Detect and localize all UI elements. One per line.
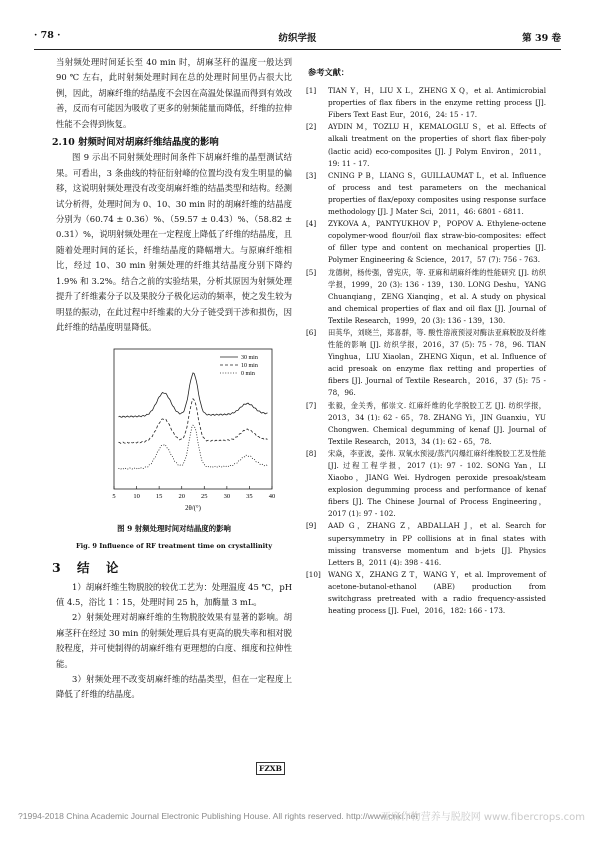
references-title: 参考文献： xyxy=(308,67,349,77)
x-axis-label: 2θ/(°) xyxy=(185,505,201,513)
reference-item: [9] AAD G，ZHANG Z，ABDALLAH J，et al. Search for supersymmetry in PP collisions at in final states with missing transverse momentum and b-jets [J]. Physics Letters B，2011 (4): 398 - 416. xyxy=(306,521,546,567)
page-number: · 78 · xyxy=(34,30,61,41)
reference-item: [3] CNING P B，LIANG S，GUILLAUMAT L，et al. Influence of process and test parameters on the mechanical properties of flax/epoxy composites using response surface methodology [J]. J Mater Sci，2011，46: 6801 - 6811. xyxy=(306,170,546,217)
section-3-heading: 3 结 论 xyxy=(52,560,125,576)
reference-item: [6] 田英华，刘晓兰，郑喜群，等. 酸性溶液预浸对酶法亚麻脱胶及纤维性能的影响 [J]. 纺织学报，2016，37 (5): 75 - 78，96. TIAN Yinghua，LIU Xiaolan，ZHENG Xiqun，et al. Influence of acid presoak on enzyme flax retting and properties of fibers [J]. Journal of Textile Research，2016，37 (5): 75 - 78，96. xyxy=(306,327,546,398)
legend-label: 10 min xyxy=(241,363,258,370)
reference-item: [1] TIAN Y，H，LIU X L，ZHENG X Q，et al. Antimicrobial properties of flax fibers in the enzyme retting process [J]. Fibers Text East Eur，2016，24: 15 - 17. xyxy=(306,86,546,120)
reference-item: [7] 张毅，金关秀，郁崇文. 红麻纤维的化学脱胶工艺 [J]. 纺织学报，2013，34 (1): 62 - 65，78. ZHANG Yi，JIN Guanxiu，YU Chongwen. Chemical degumming of kenaf [J]. Journal of Textile Research，2013，34 (1): 62 - 65，78. xyxy=(306,400,546,446)
volume-label: 第 39 卷 xyxy=(522,33,561,44)
plot-frame xyxy=(114,349,272,489)
section-2-10-paragraph: 图 9 示出不同射频处理时间条件下胡麻纤维的晶型测试结果。可看出，3 条曲线的特征衍射峰的位置均没有发生明显的偏移，这说明射频处理没有改变胡麻纤维的结晶类型和结构。经测试分析得，处理时间为 0、10、30 min 时的胡麻纤维的结晶度分别为（60.74 ± 0.36）%、（59.57 ± 0.43）%、（58.82 ± 0.31）%，说明射频处理在一定程度上降低了纤维的结晶度，且随着处理时间的延长，纤维结晶度的降幅增大。与原麻纤维相比，经过 10、30 min 射频处理的纤维其结晶度分别下降约 1.9% 和 3.2%。结合之前的实验结果，分析其原因为射频处理提升了纤维素分子以及果胶分子极化运动的频率，使之发生较为明显的振动，在此过程中纤维素的大分子链受到干涉和损伤，因此纤维的结晶度明显降低。 xyxy=(56,152,292,332)
conclusion-1: 1）胡麻纤维生物脱胶的较优工艺为：处理温度 45 ℃，pH 值 4.5，浴比 1∶15，处理时间 25 h，加酶量 3 mL。 xyxy=(56,581,292,607)
figure-caption-en: Fig. 9 Influence of RF treatment time on crystallinity xyxy=(75,541,273,550)
reference-item: [5] 龙德树，杨传强，曾宪庆，等. 亚麻和胡麻纤维的性能研究 [J]. 纺织学报，1999，20 (3): 136 - 139，130. LONG Deshu，YANG Chuanqiang，ZENG Xianqing，et al. A study on physical and chemical properties of flax and oil flax [J]. Journal of Textile Research，1999，20 (3): 136 - 139，130. xyxy=(306,267,546,325)
fzxb-stamp: FZXB xyxy=(256,762,285,775)
x-tick-label: 30 xyxy=(223,493,231,501)
section-2-10-heading: 2.10 射频时间对胡麻纤维结晶度的影响 xyxy=(52,137,219,149)
watermark: 亚麻作物营养与脱胶网 www.fibercrops.com xyxy=(380,812,585,823)
conclusion-3: 3）射频处理不改变胡麻纤维的结晶类型，但在一定程度上降低了纤维的结晶度。 xyxy=(56,673,292,700)
x-tick-label: 5 xyxy=(112,493,116,501)
header-rule xyxy=(34,49,561,50)
reference-item: [10] WANG X，ZHANG Z T，WANG Y，et al. Improvement of acetone-butanol-ethanol (ABE) production from switchgrass pretreated with a radio frequency-assisted heating process [J]. Fuel，2016，182: 166 - 173. xyxy=(306,569,546,616)
legend-label: 30 min xyxy=(241,355,258,362)
series-line-10-min xyxy=(119,399,268,444)
xrd-chart xyxy=(56,341,292,519)
references-column xyxy=(306,66,546,617)
running-header xyxy=(34,30,561,48)
intro-paragraph: 当射频处理时间延长至 40 min 时，胡麻茎秆的温度一般达到 90 ℃ 左右，此时射频处理时间在总的处理时间里仍占很大比例，因此，胡麻纤维的结晶度不会因在高温处保温而得到有效改善，反而有可能因为吸收了更多的射频能量而降低，纤维的拉伸性能不会得到恢复。 xyxy=(56,57,292,129)
reference-item: [8] 宋焱，李亚波，姜伟. 双氧水预浸/蒸汽闪爆红麻纤维脱胶工艺及性能 [J]. 过程工程学报，2017 (1): 97 - 102. SONG Yan，LI Xiaobo，JIANG Wei. Hydrogen peroxide presoak/steam explosion degumming process and performance of kenaf fibers [J]. The Chinese Journal of Process Engineering，2017 (1): 97 - 102. xyxy=(306,448,546,519)
x-tick-label: 40 xyxy=(268,493,276,501)
journal-title: 纺织学报 xyxy=(278,33,317,44)
x-tick-label: 10 xyxy=(133,493,140,501)
series-line-0-min xyxy=(119,426,268,470)
legend-label: 0 min xyxy=(241,371,255,378)
reference-item: [2] AYDIN M，TOZLU H，KEMALOGLU S，et al. Effects of alkali treatment on the properties of short flax fiber-poly (lactic acid) eco-composites [J]. J Polym Environ，2011，19: 11 - 17. xyxy=(306,122,546,168)
x-tick-label: 15 xyxy=(155,493,163,501)
series-line-30-min xyxy=(119,373,268,417)
x-tick-label: 25 xyxy=(201,493,208,501)
reference-item: [4] ZYKOVA A，PANTYUKHOV P，POPOV A. Ethylene-octene copolymer-wood flour/oil flax straw-bio-composites: effect of filler type and content on mechanical properties [J]. Polymer Engineering & Science，2017，57 (7): 756 - 763. xyxy=(306,219,546,265)
figure-caption-cn: 图 9 射频处理时间对结晶度的影响 xyxy=(117,524,231,534)
x-tick-label: 20 xyxy=(178,493,185,501)
x-tick-label: 35 xyxy=(246,493,253,501)
figure-9 xyxy=(56,341,292,519)
left-column xyxy=(52,55,292,703)
conclusion-2: 2）射频处理对胡麻纤维的生物脱胶效果有显著的影响。胡麻茎秆在经过 30 min 的射频处理后具有更高的脱失率和相对脱胶程度，并可使制得的胡麻纤维有更理想的白度、细度和拉伸性能。 xyxy=(56,612,292,669)
copyright-footer: ?1994-2018 China Academic Journal Electronic Publishing House. All rights reserved. http://www.cnki.net xyxy=(18,811,418,821)
